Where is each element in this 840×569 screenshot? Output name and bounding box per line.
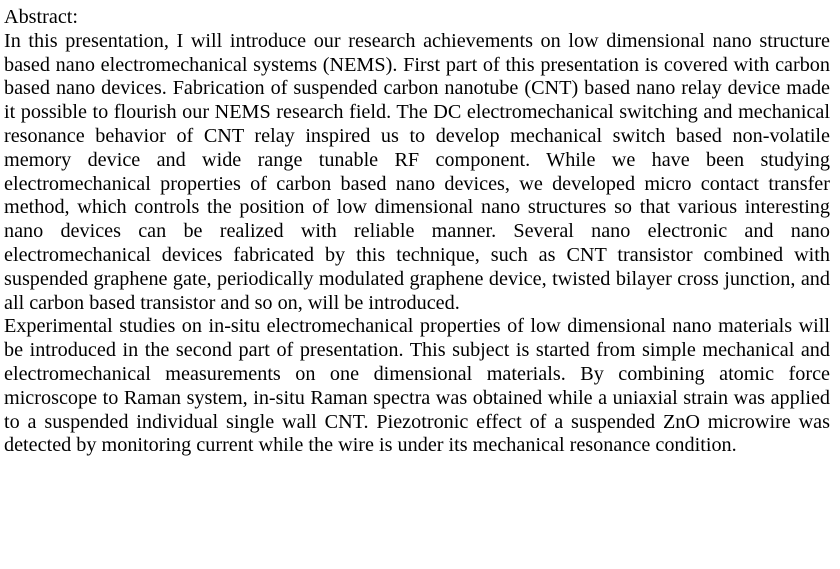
abstract-paragraph-1: In this presentation, I will introduce our research achievements on low dimensional nano structure based nano electromechanical systems (NEMS). First part of this presentation is covered with carbon based nano devices. Fabrication of suspended carbon nanotube (CNT) based nano relay device made it possible to flourish our NEMS research field. The DC electromechanical switching and mechanical resonance behavior of CNT relay inspired us to develop mechanical switch based non-volatile memory device and wide range tunable RF component. While we have been studying electromechanical properties of carbon based nano devices, we developed micro contact transfer method, which controls the position of low dimensional nano structures so that various interesting nano devices can be realized with reliable manner. Several nano electronic and nano electromechanical devices fabricated by this technique, such as CNT transistor combined with suspended graphene gate, periodically modulated graphene device, twisted bilayer cross junction, and all carbon based transistor and so on, will be introduced.: [4, 29, 830, 314]
abstract-document: [4, 6, 830, 458]
abstract-heading: Abstract:: [4, 6, 78, 28]
abstract-paragraph-2: Experimental studies on in-situ electromechanical properties of low dimensional nano materials will be introduced in the second part of presentation. This subject is started from simple mechanical and electromechanical measurements on one dimensional materials. By combining atomic force microscope to Raman system, in-situ Raman spectra was obtained while a uniaxial strain was applied to a suspended individual single wall CNT. Piezotronic effect of a suspended ZnO microwire was detected by monitoring current while the wire is under its mechanical resonance condition.: [4, 315, 830, 457]
